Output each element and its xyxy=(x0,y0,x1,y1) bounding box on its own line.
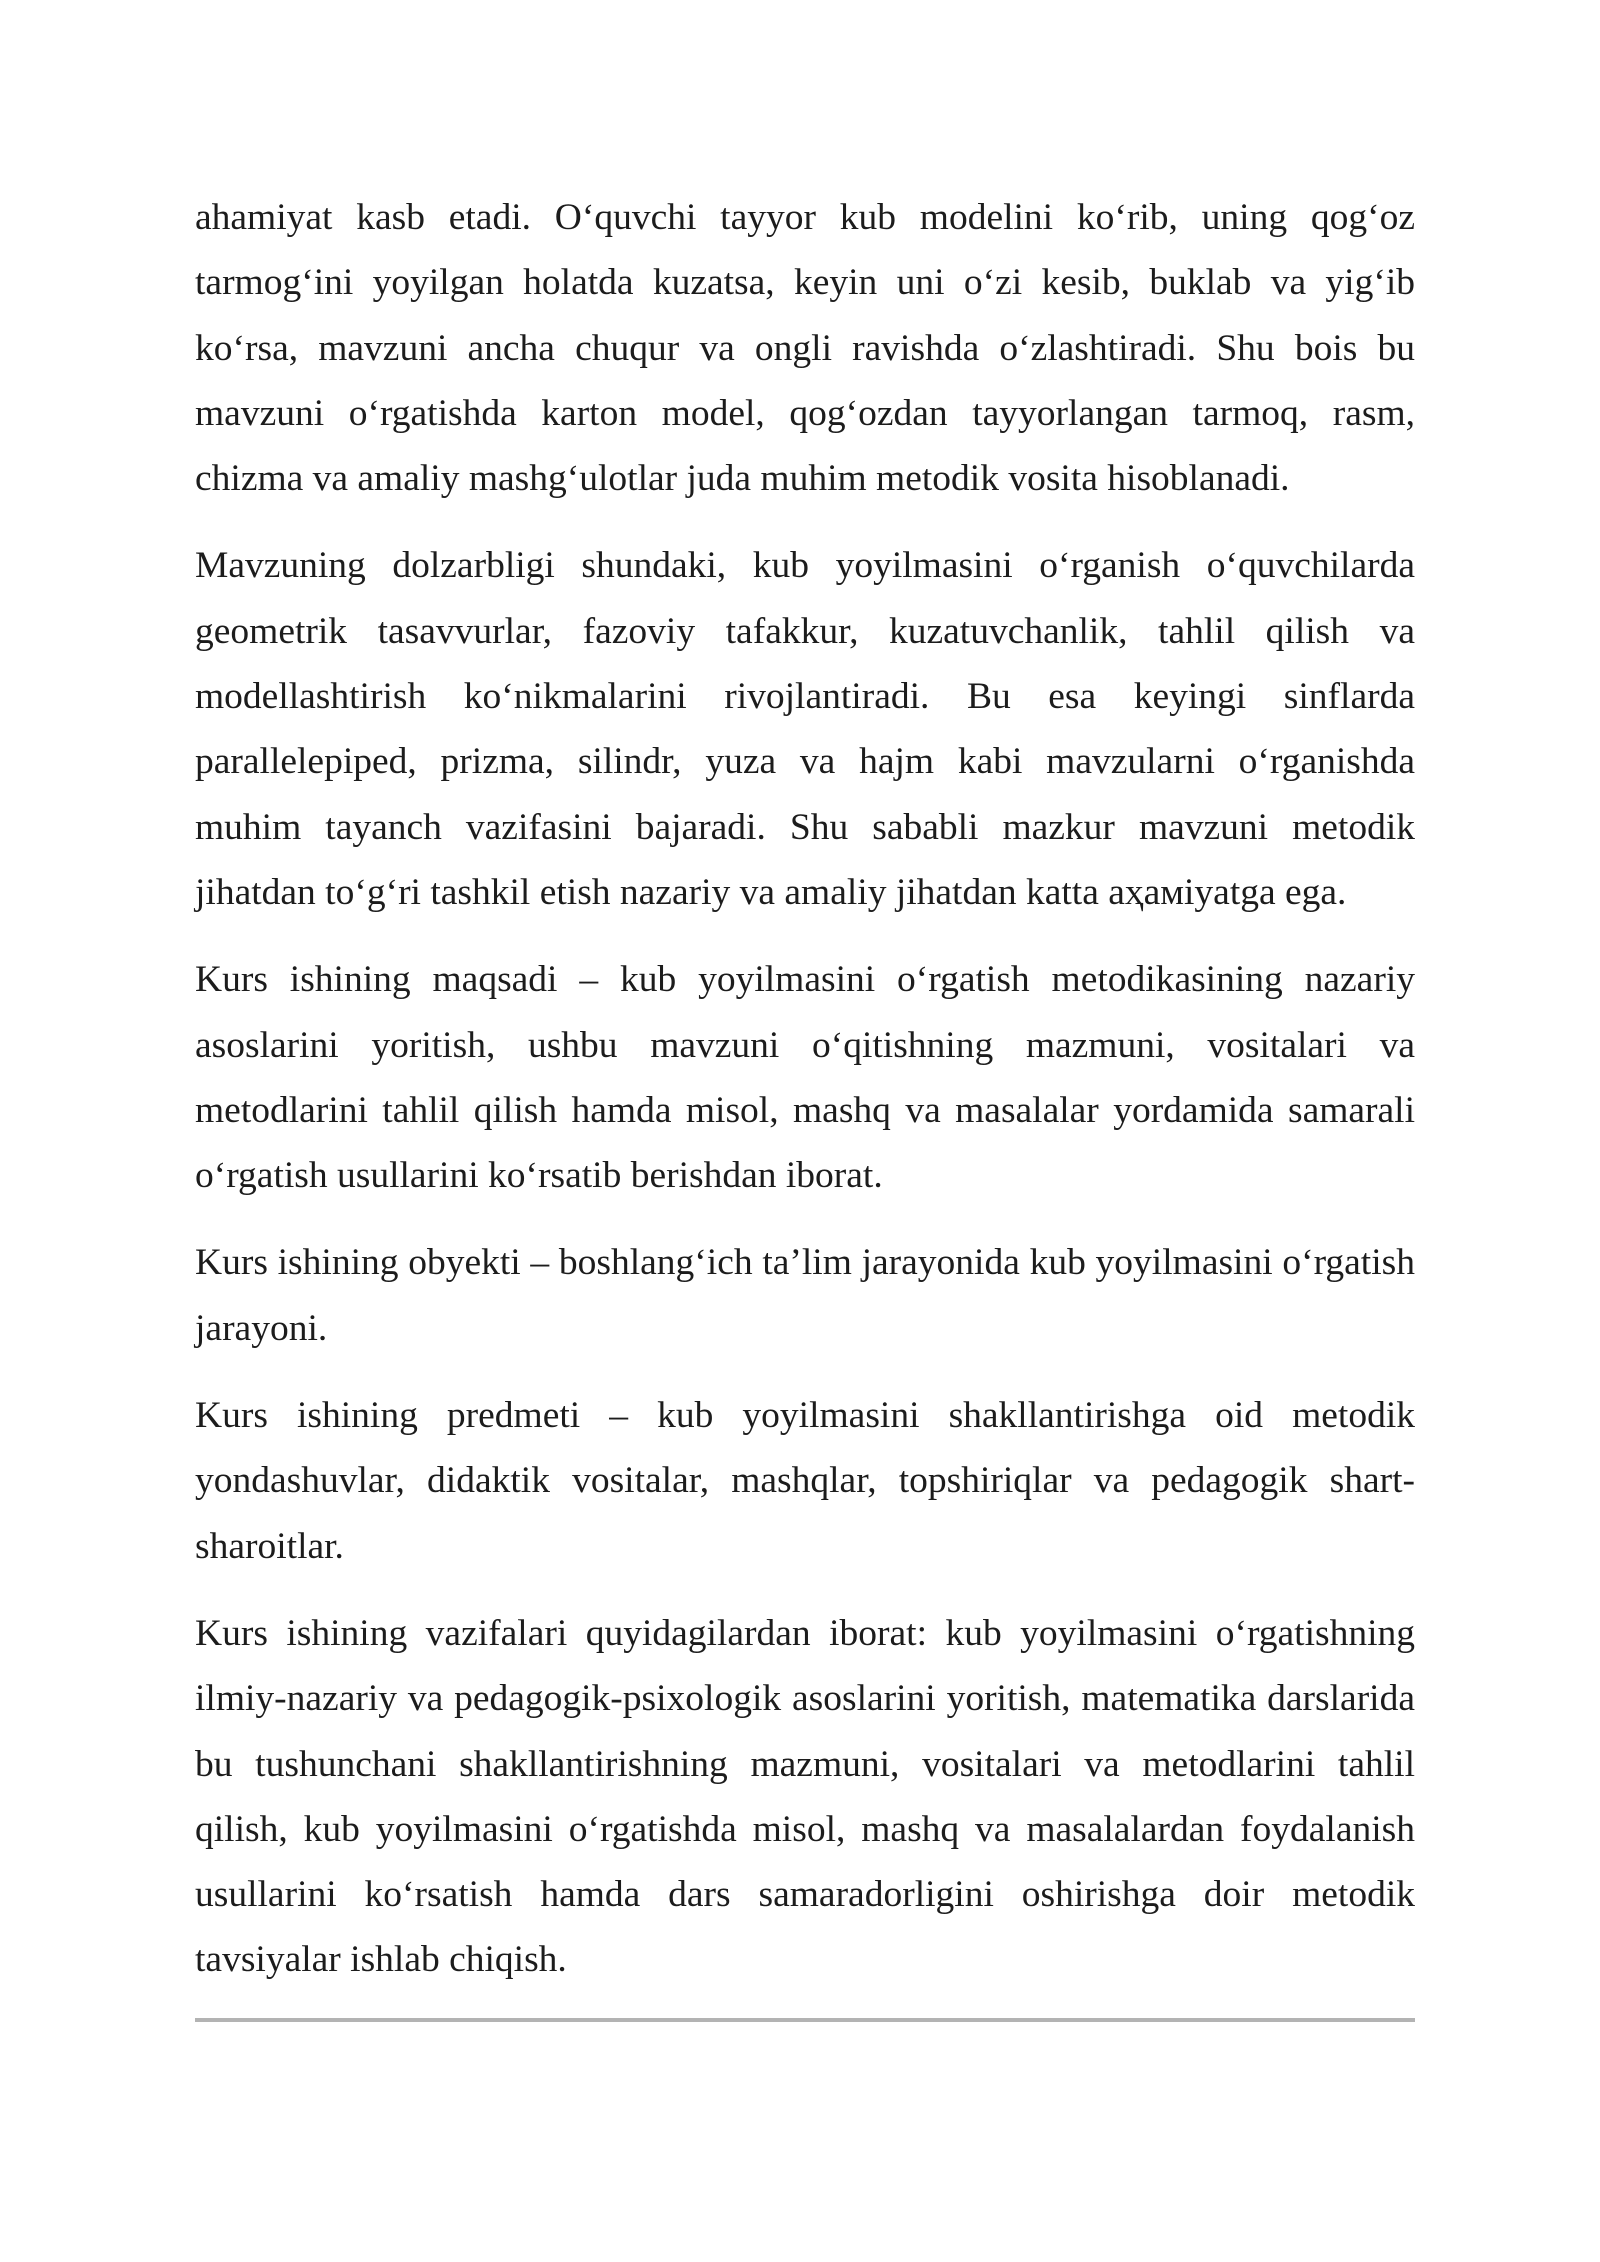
paragraph-relevance: Mavzuning dolzarbligi shundaki, kub yoyilmasini o‘rganish o‘quvchilarda geometrik tasavvurlar, fazoviy tafakkur, kuzatuvchanlik, tahlil qilish va modellashtirish ko‘nikmalarini rivojlantiradi. Bu esa keyingi sinflarda parallelepiped, prizma, silindr, yuza va hajm kabi mavzularni o‘rganishda muhim tayanch vazifasini bajaradi. Shu sababli mazkur mavzuni metodik jihatdan to‘g‘ri tashkil etish nazariy va amaliy jihatdan katta aҳамiyatga ega. xyxy=(195,545,1415,913)
paragraph-subject: Kurs ishining predmeti – kub yoyilmasini shakllantirishga oid metodik yondashuvlar, didaktik vositalar, mashqlar, topshiriqlar va pedagogik shart-sharoitlar. xyxy=(195,1395,1415,1567)
document-body xyxy=(195,185,1415,1993)
paragraph-object: Kurs ishining obyekti – boshlang‘ich ta’lim jarayonida kub yoyilmasini o‘rgatish jarayoni. xyxy=(195,1242,1415,1349)
paragraph-goal: Kurs ishining maqsadi – kub yoyilmasini o‘rgatish metodikasining nazariy asoslarini yoritish, ushbu mavzuni o‘qitishning mazmuni, vositalari va metodlarini tahlil qilish hamda misol, mashq va masalalar yordamida samarali o‘rgatish usullarini ko‘rsatib berishdan iborat. xyxy=(195,959,1415,1197)
paragraph-continuation: ahamiyat kasb etadi. O‘quvchi tayyor kub modelini ko‘rib, uning qog‘oz tarmog‘ini yoyilgan holatda kuzatsa, keyin uni o‘zi kesib, buklab va yig‘ib ko‘rsa, mavzuni ancha chuqur va ongli ravishda o‘zlashtiradi. Shu bois bu mavzuni o‘rgatishda karton model, qog‘ozdan tayyorlangan tarmoq, rasm, chizma va amaliy mashg‘ulotlar juda muhim metodik vosita hisoblanadi. xyxy=(195,197,1415,500)
page-divider xyxy=(195,2018,1415,2022)
paragraph-tasks: Kurs ishining vazifalari quyidagilardan iborat: kub yoyilmasini o‘rgatishning ilmiy-nazariy va pedagogik-psixologik asoslarini yoritish, matematika darslarida bu tushunchani shakllantirishning mazmuni, vositalari va metodlarini tahlil qilish, kub yoyilmasini o‘rgatishda misol, mashq va masalalardan foydalanish usullarini ko‘rsatish hamda dars samaradorligini oshirishga doir metodik tavsiyalar ishlab chiqish. xyxy=(195,1612,1415,1981)
